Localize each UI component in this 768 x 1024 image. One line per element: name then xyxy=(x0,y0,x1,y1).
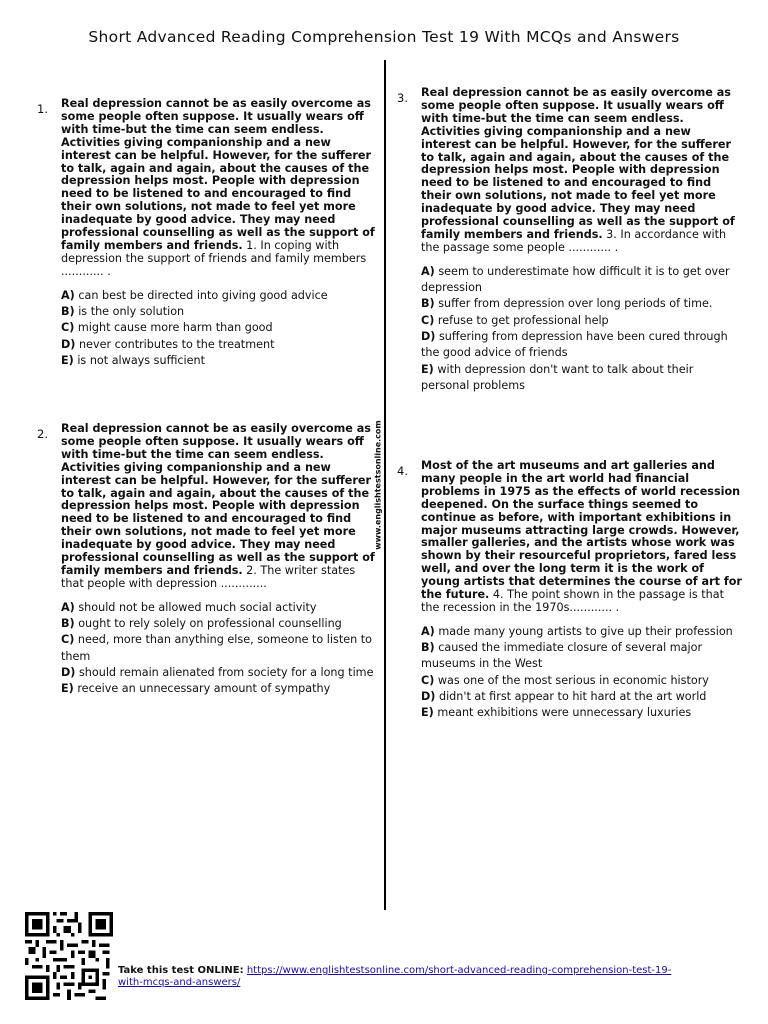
question-stem: 3. In accordance with the passage some people ............ . xyxy=(421,227,727,254)
question-stem: 4. The point shown in the passage is that the recession in the 1970s............ . xyxy=(421,588,724,614)
reading-passage: Most of the art museums and art galleries and many people in the art world had financial problems in 1975 as the effects of world recession deepened. On the surface things seemed to continue as before, with important exhibitions in major museums attracting large crowds. However, smaller galleries, and the artists whose work was shown by their resourceful proprietors, fared less well, and over the long term it is the work of young artists that determines the course of art for the future. xyxy=(421,459,742,602)
options-list xyxy=(61,288,379,369)
option-a[interactable]: A) made many young artists to give up their profession xyxy=(421,624,733,638)
reading-passage: Real depression cannot be as easily overcome as some people often suppose. It usually wears off with time-but the time can seem endless. Activities giving companionship and a new interest can be helpful. However, for the sufferer to talk, again and again, about the causes of the depression helps most. People with depression need to be listened to and encouraged to find their own solutions, not made to feel yet more inadequate by good advice. They may need professional counselling as well as the support of family members and friends. xyxy=(61,422,375,577)
option-b[interactable]: B) suffer from depression over long periods of time. xyxy=(421,297,713,311)
question-text xyxy=(61,98,379,279)
option-c[interactable]: C) was one of the most serious in economic history xyxy=(421,673,709,687)
option-a[interactable]: A) should not be allowed much social activity xyxy=(61,600,317,614)
footer-label: Take this test ONLINE: xyxy=(118,965,244,976)
question-block-1 xyxy=(61,98,379,369)
question-text xyxy=(61,423,379,591)
option-c[interactable]: C) might cause more harm than good xyxy=(61,321,273,335)
options-list xyxy=(421,264,743,394)
question-number: 4. xyxy=(397,464,408,478)
option-b[interactable]: B) is the only solution xyxy=(61,304,185,318)
options-list xyxy=(421,624,743,722)
footer xyxy=(118,965,678,989)
question-text xyxy=(421,460,743,615)
reading-passage: Real depression cannot be as easily overcome as some people often suppose. It usually wears off with time-but the time can seem endless. Activities giving companionship and a new interest can be helpful. However, for the sufferer to talk, again and again, about the causes of the depression helps most. People with depression need to be listened to and encouraged to find their own solutions, not made to feel yet more inadequate by good advice. They may need professional counselling as well as the support of family members and friends. xyxy=(61,97,375,252)
question-text xyxy=(421,87,743,255)
option-a[interactable]: A) seem to underestimate how difficult it is to get over depression xyxy=(421,264,730,295)
option-b[interactable]: B) ought to rely solely on professional counselling xyxy=(61,617,342,631)
side-watermark-url: www.englishtestsonline.com xyxy=(373,420,383,550)
question-number: 1. xyxy=(37,102,48,116)
question-stem: 1. In coping with depression the support of friends and family members ............ . xyxy=(61,238,367,278)
options-list xyxy=(61,600,379,698)
option-b[interactable]: B) caused the immediate closure of several major museums in the West xyxy=(421,641,703,671)
question-block-2 xyxy=(61,423,379,698)
option-d[interactable]: D) never contributes to the treatment xyxy=(61,337,275,351)
option-c[interactable]: C) refuse to get professional help xyxy=(421,313,609,327)
test-url-link[interactable]: https://www.englishtestsonline.com/short-advanced-reading-comprehension-test-19-with-mcqs-and-answers/ xyxy=(118,965,672,988)
question-number: 2. xyxy=(37,427,48,441)
option-d[interactable]: D) should remain alienated from society for a long time xyxy=(61,665,374,679)
option-d[interactable]: D) suffering from depression have been cured through the good advice of friends xyxy=(421,329,728,360)
option-e[interactable]: E) with depression don't want to talk about their personal problems xyxy=(421,362,694,392)
option-a[interactable]: A) can best be directed into giving good advice xyxy=(61,288,328,302)
column-divider xyxy=(384,60,386,910)
reading-passage: Real depression cannot be as easily overcome as some people often suppose. It usually wears off with time-but the time can seem endless. Activities giving companionship and a new interest can be helpful. However, for the sufferer to talk, again and again, about the causes of the depression helps most. People with depression need to be listened to and encouraged to find their own solutions, not made to feel yet more inadequate by good advice. They may need professional counselling as well as the support of family members and friends. xyxy=(421,86,735,241)
question-block-3 xyxy=(421,87,743,394)
option-c[interactable]: C) need, more than anything else, someone to listen to them xyxy=(61,633,372,663)
option-e[interactable]: E) meant exhibitions were unnecessary luxuries xyxy=(421,706,692,720)
option-d[interactable]: D) didn't at first appear to hit hard at the art world xyxy=(421,690,707,704)
question-number: 3. xyxy=(397,91,408,105)
option-e[interactable]: E) receive an unnecessary amount of sympathy xyxy=(61,682,331,696)
question-stem: 2. The writer states that people with depression ............. xyxy=(61,563,356,590)
qr-code-icon[interactable] xyxy=(25,912,113,1000)
page-title: Short Advanced Reading Comprehension Test 19 With MCQs and Answers xyxy=(88,28,680,46)
option-e[interactable]: E) is not always sufficient xyxy=(61,353,206,367)
question-block-4 xyxy=(421,460,743,722)
